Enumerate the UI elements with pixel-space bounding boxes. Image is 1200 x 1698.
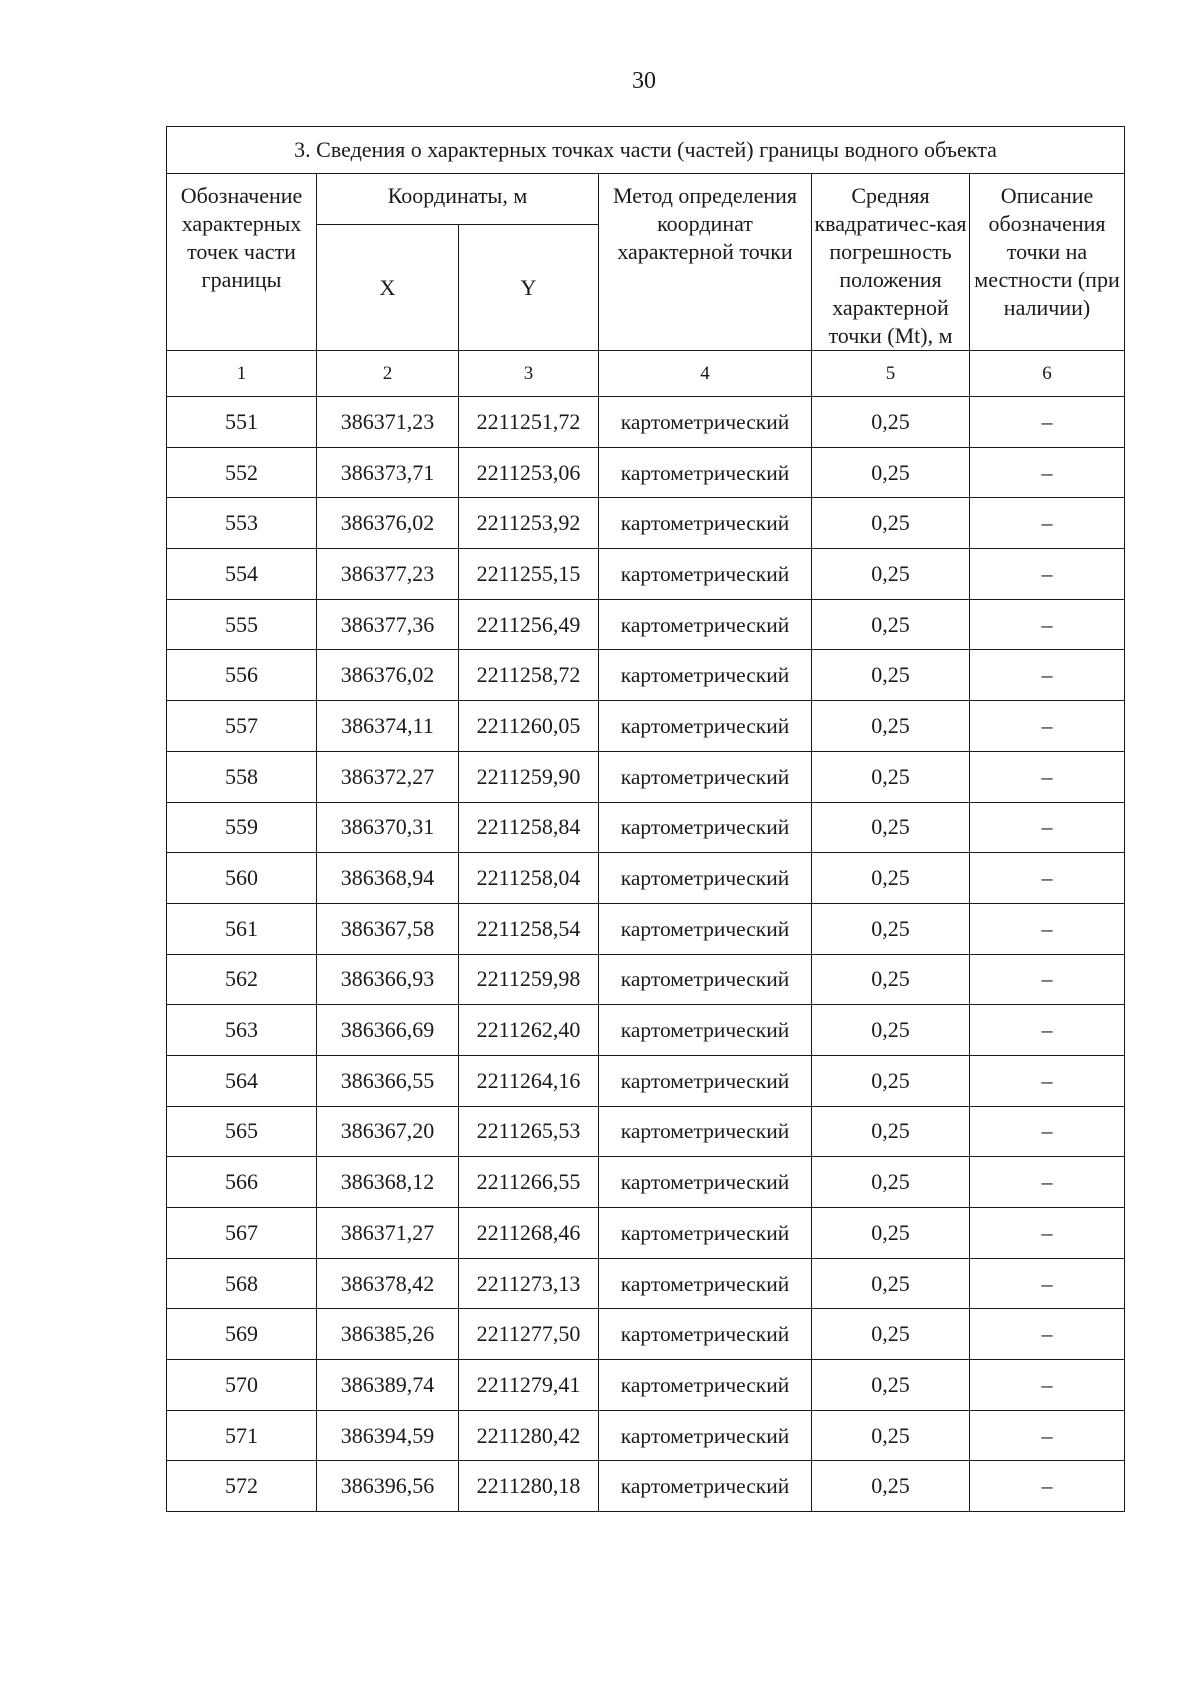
accuracy-cell: 0,25 — [812, 1157, 970, 1208]
column-number: 1 — [167, 351, 317, 397]
description-cell: – — [970, 1208, 1125, 1259]
x-coordinate-cell: 386366,69 — [317, 1005, 459, 1056]
accuracy-cell: 0,25 — [812, 853, 970, 904]
point-cell: 564 — [167, 1055, 317, 1106]
page-number: 30 — [632, 68, 656, 94]
description-cell: – — [970, 954, 1125, 1005]
description-cell: – — [970, 1055, 1125, 1106]
description-cell: – — [970, 1360, 1125, 1411]
point-cell: 563 — [167, 1005, 317, 1056]
method-cell: картометрический — [599, 1461, 812, 1512]
table-row — [167, 498, 1125, 549]
x-coordinate-cell: 386370,31 — [317, 802, 459, 853]
x-coordinate-cell: 386376,02 — [317, 498, 459, 549]
method-cell: картометрический — [599, 853, 812, 904]
table-row — [167, 650, 1125, 701]
x-coordinate-cell: 386385,26 — [317, 1309, 459, 1360]
point-cell: 561 — [167, 903, 317, 954]
accuracy-cell: 0,25 — [812, 802, 970, 853]
method-cell: картометрический — [599, 1005, 812, 1056]
y-coordinate-cell: 2211268,46 — [459, 1208, 599, 1259]
y-coordinate-cell: 2211265,53 — [459, 1106, 599, 1157]
method-cell: картометрический — [599, 650, 812, 701]
accuracy-cell: 0,25 — [812, 650, 970, 701]
header-point-designation: Обозначение характерных точек части границы — [167, 174, 317, 351]
description-cell: – — [970, 853, 1125, 904]
table-row — [167, 903, 1125, 954]
point-cell: 567 — [167, 1208, 317, 1259]
table-row — [167, 1208, 1125, 1259]
method-cell: картометрический — [599, 1410, 812, 1461]
method-cell: картометрический — [599, 447, 812, 498]
method-cell: картометрический — [599, 1258, 812, 1309]
y-coordinate-cell: 2211266,55 — [459, 1157, 599, 1208]
y-coordinate-cell: 2211253,92 — [459, 498, 599, 549]
y-coordinate-cell: 2211280,42 — [459, 1410, 599, 1461]
method-cell: картометрический — [599, 751, 812, 802]
accuracy-cell: 0,25 — [812, 549, 970, 600]
boundary-points-table — [166, 126, 1125, 1512]
table-row — [167, 1055, 1125, 1106]
y-coordinate-cell: 2211260,05 — [459, 701, 599, 752]
table-row — [167, 599, 1125, 650]
description-cell: – — [970, 549, 1125, 600]
point-cell: 569 — [167, 1309, 317, 1360]
table-row — [167, 1309, 1125, 1360]
y-coordinate-cell: 2211277,50 — [459, 1309, 599, 1360]
description-cell: – — [970, 903, 1125, 954]
accuracy-cell: 0,25 — [812, 701, 970, 752]
description-cell: – — [970, 802, 1125, 853]
table-row — [167, 802, 1125, 853]
accuracy-cell: 0,25 — [812, 498, 970, 549]
method-cell: картометрический — [599, 1208, 812, 1259]
x-coordinate-cell: 386374,11 — [317, 701, 459, 752]
y-coordinate-cell: 2211259,98 — [459, 954, 599, 1005]
accuracy-cell: 0,25 — [812, 1258, 970, 1309]
accuracy-cell: 0,25 — [812, 1309, 970, 1360]
description-cell: – — [970, 1309, 1125, 1360]
method-cell: картометрический — [599, 549, 812, 600]
point-cell: 566 — [167, 1157, 317, 1208]
accuracy-cell: 0,25 — [812, 599, 970, 650]
description-cell: – — [970, 1410, 1125, 1461]
header-method: Метод определения координат характерной точки — [599, 174, 812, 351]
table-row — [167, 549, 1125, 600]
method-cell: картометрический — [599, 1055, 812, 1106]
y-coordinate-cell: 2211262,40 — [459, 1005, 599, 1056]
accuracy-cell: 0,25 — [812, 1005, 970, 1056]
y-coordinate-cell: 2211259,90 — [459, 751, 599, 802]
x-coordinate-cell: 386389,74 — [317, 1360, 459, 1411]
table-row — [167, 1106, 1125, 1157]
description-cell: – — [970, 447, 1125, 498]
point-cell: 559 — [167, 802, 317, 853]
method-cell: картометрический — [599, 1309, 812, 1360]
method-cell: картометрический — [599, 954, 812, 1005]
y-coordinate-cell: 2211258,84 — [459, 802, 599, 853]
x-coordinate-cell: 386366,55 — [317, 1055, 459, 1106]
point-cell: 562 — [167, 954, 317, 1005]
table-row — [167, 701, 1125, 752]
x-coordinate-cell: 386366,93 — [317, 954, 459, 1005]
method-cell: картометрический — [599, 701, 812, 752]
method-cell: картометрический — [599, 1360, 812, 1411]
x-coordinate-cell: 386376,02 — [317, 650, 459, 701]
table-title: 3. Сведения о характерных точках части (частей) границы водного объекта — [167, 127, 1125, 174]
y-coordinate-cell: 2211253,06 — [459, 447, 599, 498]
column-number: 3 — [459, 351, 599, 397]
description-cell: – — [970, 701, 1125, 752]
point-cell: 570 — [167, 1360, 317, 1411]
accuracy-cell: 0,25 — [812, 1208, 970, 1259]
y-coordinate-cell: 2211255,15 — [459, 549, 599, 600]
point-cell: 568 — [167, 1258, 317, 1309]
y-coordinate-cell: 2211256,49 — [459, 599, 599, 650]
table-row — [167, 954, 1125, 1005]
method-cell: картометрический — [599, 1106, 812, 1157]
table-row — [167, 853, 1125, 904]
y-coordinate-cell: 2211258,72 — [459, 650, 599, 701]
method-cell: картометрический — [599, 1157, 812, 1208]
point-cell: 560 — [167, 853, 317, 904]
x-coordinate-cell: 386367,20 — [317, 1106, 459, 1157]
x-coordinate-cell: 386371,23 — [317, 397, 459, 448]
y-coordinate-cell: 2211258,54 — [459, 903, 599, 954]
x-coordinate-cell: 386378,42 — [317, 1258, 459, 1309]
y-coordinate-cell: 2211279,41 — [459, 1360, 599, 1411]
point-cell: 572 — [167, 1461, 317, 1512]
y-coordinate-cell: 2211264,16 — [459, 1055, 599, 1106]
y-coordinate-cell: 2211251,72 — [459, 397, 599, 448]
x-coordinate-cell: 386372,27 — [317, 751, 459, 802]
table-row — [167, 1258, 1125, 1309]
accuracy-cell: 0,25 — [812, 954, 970, 1005]
header-coordinates: Координаты, м — [317, 174, 599, 225]
description-cell: – — [970, 498, 1125, 549]
table-row — [167, 751, 1125, 802]
header-accuracy: Средняя квадратичес-кая погрешность положения характерной точки (Mt), м — [812, 174, 970, 351]
column-number-row — [167, 351, 1125, 397]
accuracy-cell: 0,25 — [812, 447, 970, 498]
accuracy-cell: 0,25 — [812, 1410, 970, 1461]
y-coordinate-cell: 2211280,18 — [459, 1461, 599, 1512]
description-cell: – — [970, 599, 1125, 650]
accuracy-cell: 0,25 — [812, 1360, 970, 1411]
table-row — [167, 1005, 1125, 1056]
point-cell: 556 — [167, 650, 317, 701]
y-coordinate-cell: 2211258,04 — [459, 853, 599, 904]
header-description: Описание обозначения точки на местности (при наличии) — [970, 174, 1125, 351]
y-coordinate-cell: 2211273,13 — [459, 1258, 599, 1309]
table-body — [167, 397, 1125, 1512]
description-cell: – — [970, 1258, 1125, 1309]
x-coordinate-cell: 386394,59 — [317, 1410, 459, 1461]
description-cell: – — [970, 1106, 1125, 1157]
header-x: X — [317, 225, 459, 351]
point-cell: 554 — [167, 549, 317, 600]
table-row — [167, 1461, 1125, 1512]
method-cell: картометрический — [599, 498, 812, 549]
x-coordinate-cell: 386368,12 — [317, 1157, 459, 1208]
column-number: 6 — [970, 351, 1125, 397]
method-cell: картометрический — [599, 599, 812, 650]
x-coordinate-cell: 386377,36 — [317, 599, 459, 650]
description-cell: – — [970, 1005, 1125, 1056]
x-coordinate-cell: 386367,58 — [317, 903, 459, 954]
point-cell: 565 — [167, 1106, 317, 1157]
description-cell: – — [970, 650, 1125, 701]
accuracy-cell: 0,25 — [812, 397, 970, 448]
method-cell: картометрический — [599, 802, 812, 853]
x-coordinate-cell: 386373,71 — [317, 447, 459, 498]
table-row — [167, 1360, 1125, 1411]
point-cell: 557 — [167, 701, 317, 752]
point-cell: 555 — [167, 599, 317, 650]
accuracy-cell: 0,25 — [812, 751, 970, 802]
method-cell: картометрический — [599, 397, 812, 448]
table-row — [167, 447, 1125, 498]
description-cell: – — [970, 397, 1125, 448]
column-number: 4 — [599, 351, 812, 397]
x-coordinate-cell: 386368,94 — [317, 853, 459, 904]
point-cell: 552 — [167, 447, 317, 498]
x-coordinate-cell: 386396,56 — [317, 1461, 459, 1512]
point-cell: 553 — [167, 498, 317, 549]
x-coordinate-cell: 386377,23 — [317, 549, 459, 600]
x-coordinate-cell: 386371,27 — [317, 1208, 459, 1259]
accuracy-cell: 0,25 — [812, 1055, 970, 1106]
column-number: 5 — [812, 351, 970, 397]
table-row — [167, 1410, 1125, 1461]
method-cell: картометрический — [599, 903, 812, 954]
table-row — [167, 1157, 1125, 1208]
header-y: Y — [459, 225, 599, 351]
accuracy-cell: 0,25 — [812, 903, 970, 954]
column-number: 2 — [317, 351, 459, 397]
accuracy-cell: 0,25 — [812, 1461, 970, 1512]
point-cell: 571 — [167, 1410, 317, 1461]
table-row — [167, 397, 1125, 448]
point-cell: 558 — [167, 751, 317, 802]
description-cell: – — [970, 1157, 1125, 1208]
description-cell: – — [970, 751, 1125, 802]
point-cell: 551 — [167, 397, 317, 448]
accuracy-cell: 0,25 — [812, 1106, 970, 1157]
description-cell: – — [970, 1461, 1125, 1512]
